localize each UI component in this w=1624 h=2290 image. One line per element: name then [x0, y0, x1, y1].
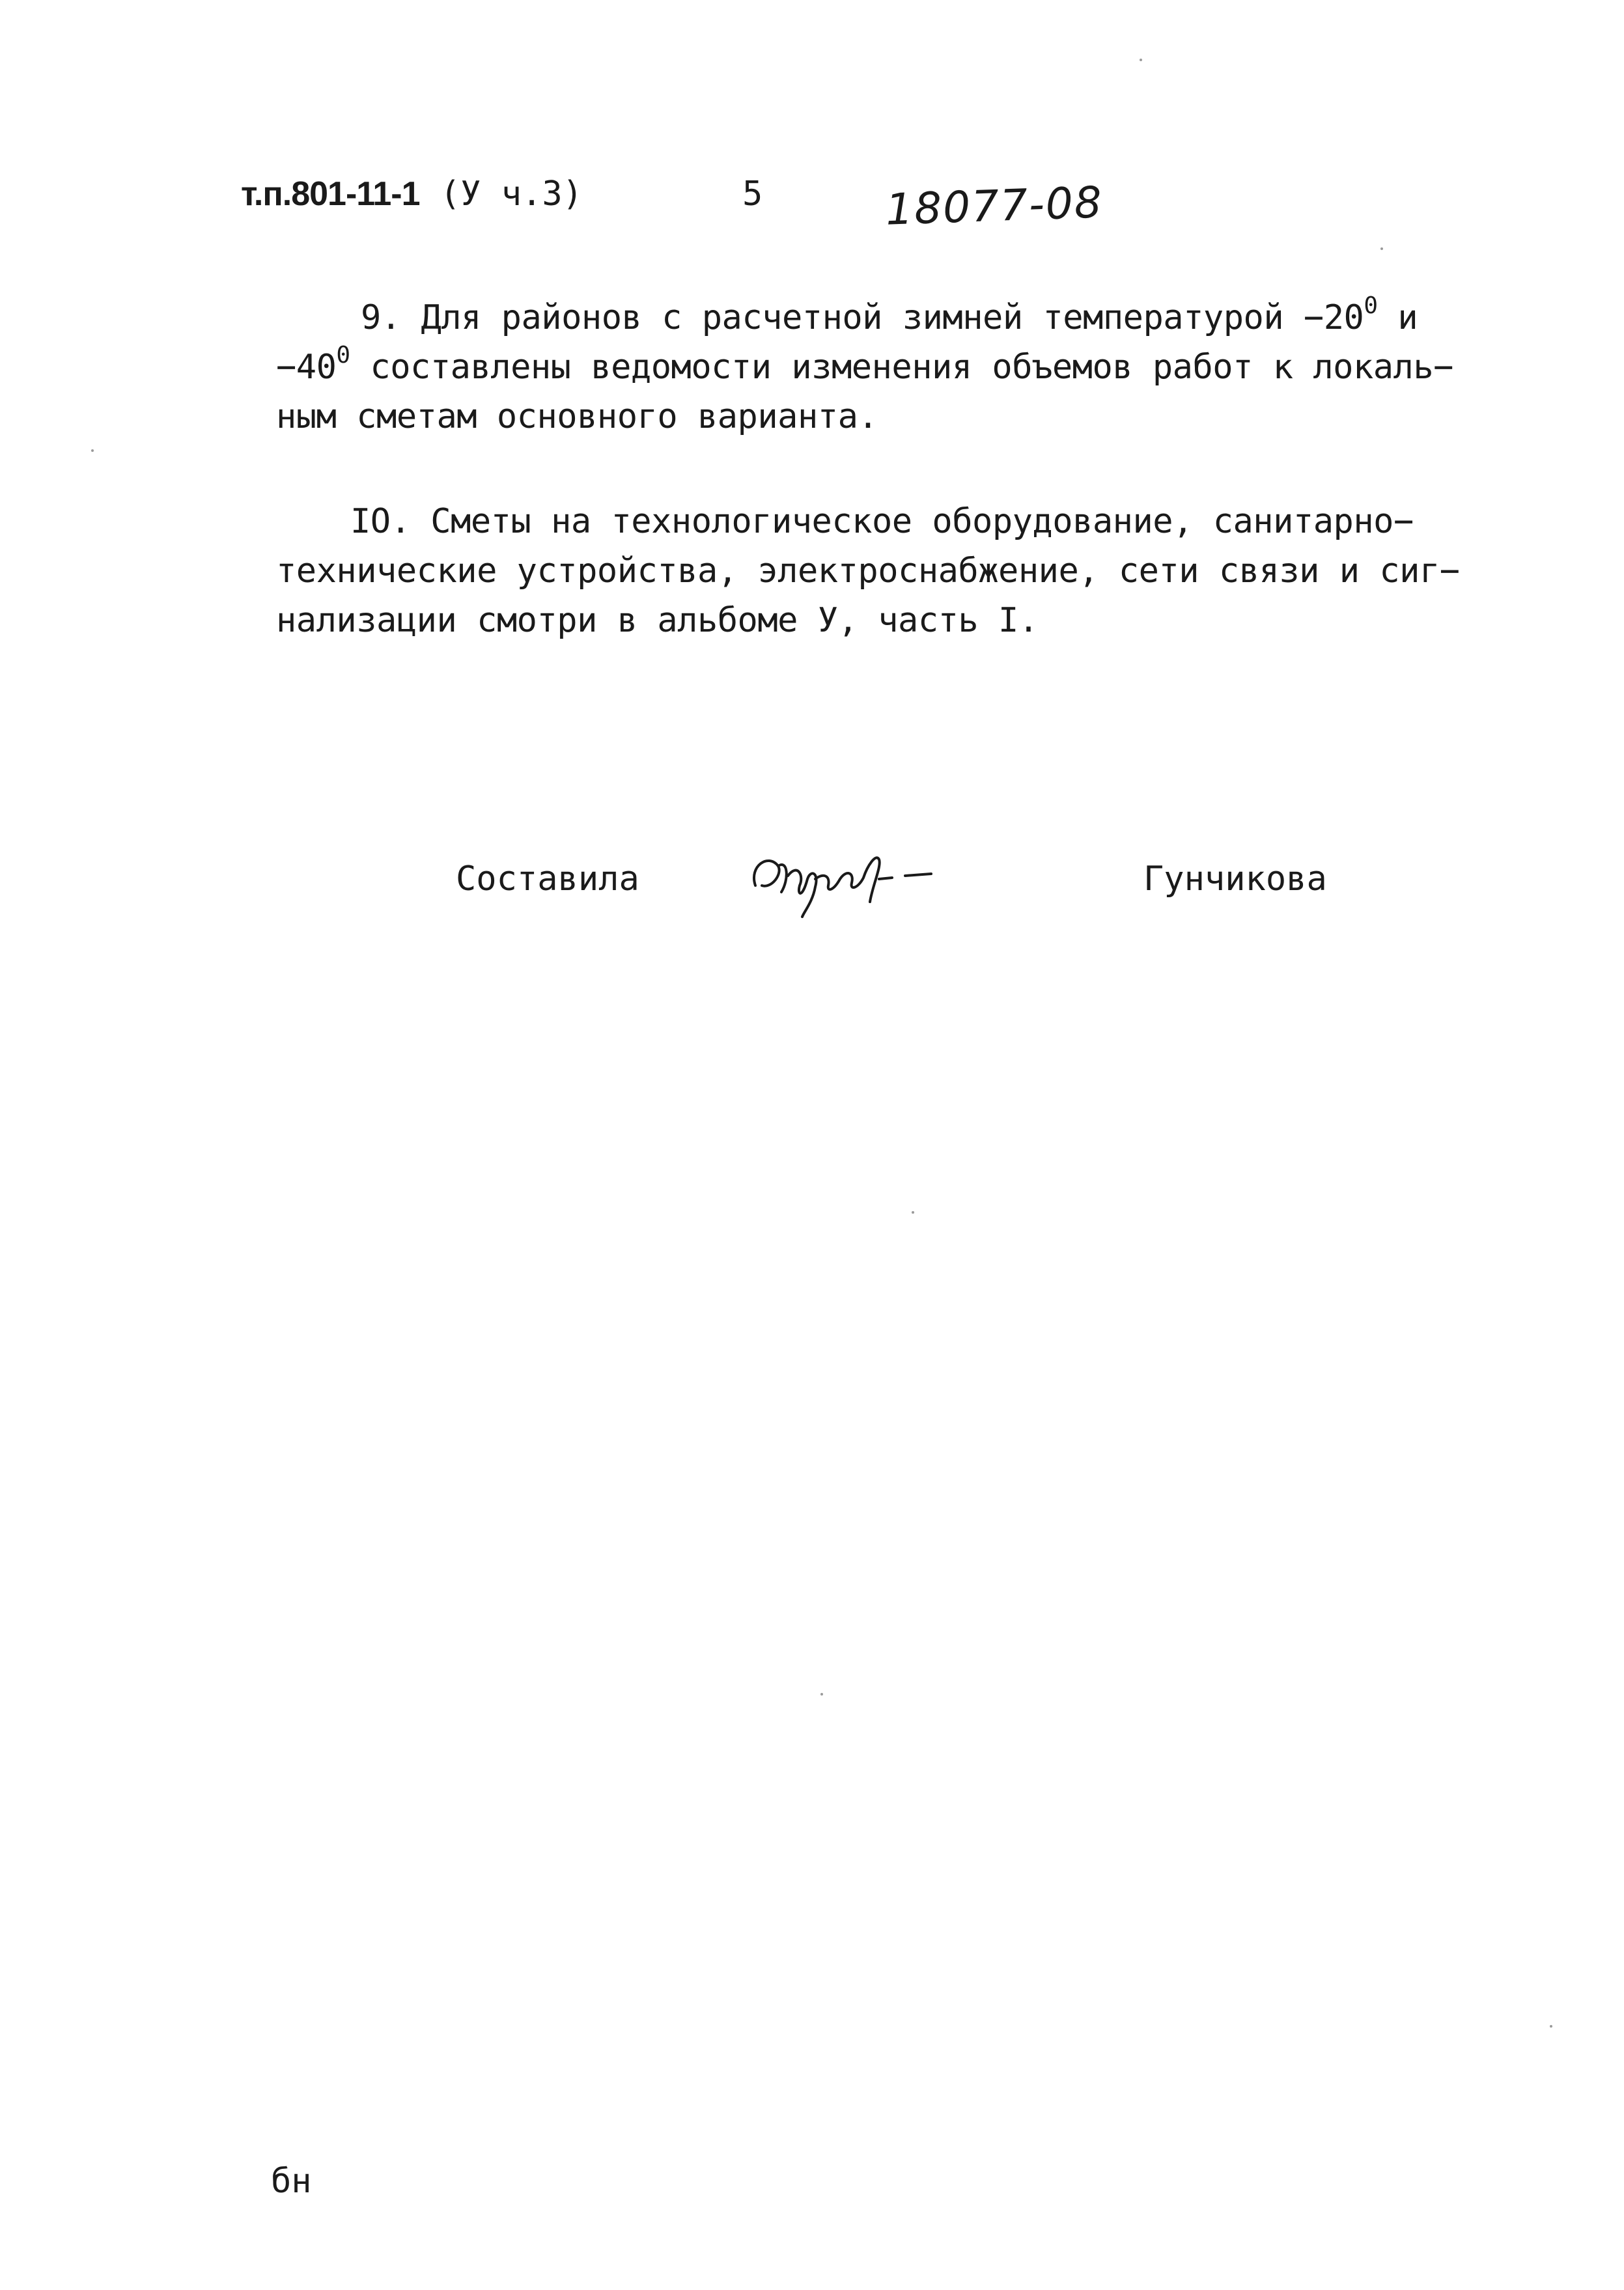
compiler-name: Гунчикова [1143, 859, 1327, 899]
paragraph-9-line-1 [276, 293, 1487, 342]
handwritten-doc-number: 18077-08 [884, 177, 1104, 235]
handwritten-signature [742, 840, 951, 918]
paragraph-9-number: 9. [361, 298, 401, 337]
footer-mark: бн [271, 2162, 312, 2201]
paragraph-10-line-3: нализации смотри в альбоме У, часть I. [276, 601, 1039, 640]
scan-speck [1380, 247, 1383, 250]
scan-speck [91, 449, 94, 452]
paragraph-10-line-1-text: Сметы на технологическое оборудование, санитарно− [430, 502, 1414, 541]
project-code: т.п.801-11-1 [241, 175, 420, 213]
paragraph-9-line-1-end: и [1377, 298, 1418, 337]
page-number: 5 [742, 175, 763, 214]
paragraph-9-line-2 [276, 342, 1487, 392]
scan-speck [912, 1211, 914, 1214]
paragraph-10-line-2: технические устройства, электроснабжение, сети связи и сиг− [276, 552, 1460, 591]
paragraph-10-number: IO. [350, 502, 411, 541]
paragraph-9-line-2-text: составлены ведомости изменения объемов работ к локаль− [350, 348, 1453, 387]
paragraph-9-line-2-start: −40 [276, 348, 337, 387]
paragraph-10-line-1 [276, 497, 1487, 546]
degree-sup: 0 [1364, 292, 1378, 319]
paragraph-9 [276, 293, 1487, 441]
degree-sup: 0 [336, 341, 350, 369]
compiled-by-label: Составила [456, 859, 639, 899]
scan-speck [820, 1693, 823, 1696]
paragraph-10 [276, 497, 1487, 645]
paragraph-9-line-3: ным сметам основного варианта. [276, 397, 878, 436]
scan-speck [1550, 2025, 1552, 2028]
volume-label: (У ч.3) [440, 175, 583, 214]
document-code [241, 175, 583, 214]
signature-block [456, 846, 1367, 931]
scan-speck [1140, 59, 1142, 61]
paragraph-9-line-1-text: Для районов с расчетной зимней температурой −20 [421, 298, 1364, 337]
